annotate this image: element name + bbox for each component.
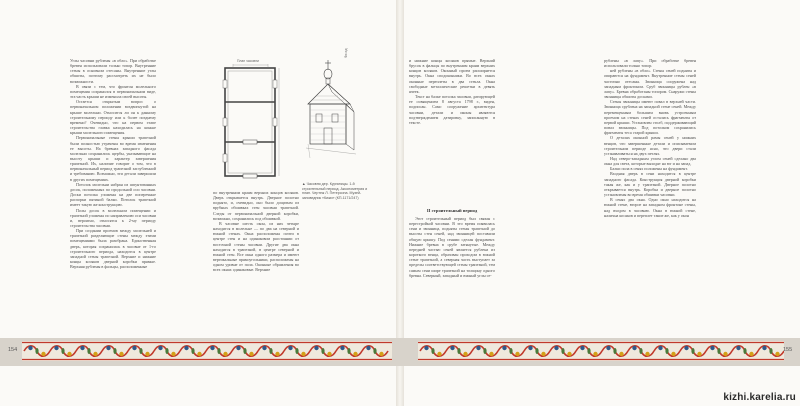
ornament-dot [262,346,266,350]
ornament-dot [67,352,71,356]
ornament-dot [489,352,493,356]
ornament-dot [80,346,84,350]
ornament-dot [632,346,636,350]
ornament-leaf [217,348,220,354]
ornament-dot [366,346,370,350]
ornament-dot [749,352,753,356]
ornament-dot [463,352,467,356]
figure-caption [302,182,374,200]
ornament-dot [437,352,441,356]
ornament-dot [567,352,571,356]
ornament-dot [762,346,766,350]
paragraph: Полы досок в молельном помещении и трапезной уложены по направлению оси часовни и, вероятно, относятся к 2-му периоду строительства часовни. [70,207,156,228]
ornament-dot [223,352,227,356]
ornament-dot [41,352,45,356]
ornament-dot [684,346,688,350]
paragraph: Балки пола в сенях положены на фундамент. [610,166,688,172]
ornament-dot [528,346,532,350]
ornament-dot [658,346,662,350]
ornament-leaf [431,348,434,354]
ornament-dot [106,346,110,350]
ornament-dot [723,352,727,356]
ornament-dot [236,346,240,350]
paragraph: Потолок молельни набран из шпунтованных досок, положенных по продольной оси часовни. Доски потолка уложены на две поперечные распорки пятиной балки. Потолок трапезной имеет такую же конструкцию. [70,181,156,208]
ornament-leaf [639,348,642,354]
paragraph: О деталях оконной рамы сеней у нижних венцов, что завершенные детали и описываемом строительном периоде ясно, что двери стали устанавливаться на двух петлях. [604,135,696,156]
ornament-dot [580,346,584,350]
paragraph: В часовне шесть окон, из них четыре находятся в молельне — по два на северной и южной стенах. Окна расположены почти в центре стен и на одинаковом расстоянии от восточной стены часовни. Другие два окна находятся в трапезной, в центре северной и южной стен. Все окна одного размера и имеют вертикальные прямоугольники, расположены на одном уровне от пола. Оконные обрамления во всех окнах одинаковые. Верхние [213,220,299,273]
ornament-dot [171,352,175,356]
ornament-leaf [35,348,38,354]
ornament-leaf [587,348,590,354]
ornament-leaf [457,348,460,354]
floor-plan-drawing [213,54,295,184]
paragraph: Остается открытым вопрос о первоначальном положении воздвигнутой на крыше молельни. Относится ли он к данному строительному периоду или к более позднему времени? Очевидно, что на первом этапе строительства главка находилась на коньке крыши молельного помещения. [70,99,156,136]
page-number-left: 154 [8,347,18,353]
ornament-dot [710,346,714,350]
paragraph: Над северо-западным углом сеней сделано два окна для света, которые выходят на юг и на запад. [604,155,696,167]
paragraph: Первоначальные стены крыши трапезной были полностью утрачены во время изменения ее высоты. На бревнах западного фасада молельни сохранились щербы, указывающие на высоту крыши и характер завершения трапезной. Их, наличие говорит о том, что в первоначальный период трапезной заглубленной и требованию. Возможно, эти детали завершили в других помещениях. [70,135,156,182]
ornament-leaf [743,348,746,354]
paragraph: рублены «в лапу». При обработке бревен использовали только топор. [604,58,696,69]
ornament-dot [379,352,383,356]
ornament-dot [671,352,675,356]
ornament-leaf [483,348,486,354]
ornament-leaf [139,348,142,354]
ornament-leaf [691,348,694,354]
paragraph: Входная дверь в сени находится в центре западного фасада. Конструкция дверной коробки такая же, как и у трапезной. Дверное полотно открывается внутрь. Коробка и дверное полотно установлены во время обшивки часовни. [604,171,696,198]
paragraph: по внутренним краям верхних концов косяков. Дверь открывается внутрь. Дверное полотно поднято, и, очевидно, оно было дощатым из врубных обшивках стен часовни трапезной. Следы от первоначальной дверной коробки, возможно, сохранились под обшивкой. [213,190,299,221]
paragraph: ней рублены «в обло». Стены сеней подняты и опираются на фундамент. Внутренние стены сеней частично отесаны. Звонница сооружена над западным фронтоном. Сруб звонницы рублен «в лапу». Бревна обработаны топором. Снаружи стены звонницы обшиты досками. [604,68,696,100]
ornament-leaf [613,348,616,354]
ornament-dot [619,352,623,356]
paragraph: Этот строительный период был связан с перестройкой часовни. В это время появилась сени и звонница, подняты стены трапезной до высоты стен сеней, над звонницей поставили общую крышу. Под сенями сделан фундамент. Нижние бревна в срубе затянутые. Между передней частью сеней является рублена из короткого венца, образован проходом в южной стене трапезной, а северная часть выступает за пределы соответствующей стены трапезной, тем самым сени шире трапезной на толщину одного бревна. Северный, западный и южный углы се- [409,216,495,278]
ornament-dot [775,352,779,356]
ornament-dot [353,352,357,356]
ornament-dot [554,346,558,350]
ornament-dot [736,346,740,350]
caption-marker-icon: ▲ [302,182,307,186]
ornament-dot [593,352,597,356]
ornament-dot [197,352,201,356]
ornament-leaf [87,348,90,354]
paragraph: В связи с тем, что фронтон молельного помещения сохранился в первоначальном виде, эта часть крыши не изменила своей высоты. [70,83,156,100]
ornament-leaf [373,348,376,354]
paragraph: Текст на балке потолка часовни, датирующей ее освящением 8 августа 1798 г., виден, подписан. Само сооружение архитектура часовни, детали и иконы являются подтверждением датировку, записанную в тексте. [409,94,495,125]
ornament-leaf [243,348,246,354]
paragraph: Углы часовни рублены «в обло». При обработке бревен использовали только топор. Внутренние стены в основном отесаны. Внутренние углы обшиты, поэтому рассмотреть их не было возможности. [70,58,156,84]
ornament-dot [606,346,610,350]
ornament-leaf [191,348,194,354]
ornament-dot [697,352,701,356]
ornament-dot [288,346,292,350]
ornament-dot [424,346,428,350]
ornament-dot [249,352,253,356]
left-ornament [22,341,392,361]
ornament-leaf [561,348,564,354]
paragraph: В сенях два окна. Одно окно находится на южной стене, второе на западном фронтоне стены, над входом в часовню. Окна в южной стене, налична косяков и переплет такие же, как у окон [604,197,696,218]
ornament-leaf [295,348,298,354]
side-label: Фасад [344,48,348,58]
ornament-dot [515,352,519,356]
ornament-leaf [61,348,64,354]
right-ornament [418,341,784,361]
ornament-leaf [769,348,772,354]
ornament-dot [184,346,188,350]
section-heading: II строительный период [426,208,478,213]
page-number-right: 155 [783,347,793,353]
ornament-dot [119,352,123,356]
ornament-leaf [321,348,324,354]
caption-text: Часовня дер. Курганицы. 1-й строительный период. Аксонометрия и план. Чертеж Л. Петерсона. Музей-заповедник «Кижи» (КП-1171/247) [302,182,368,200]
watermark: kizhi.karelia.ru [723,392,796,403]
ornament-dot [132,346,136,350]
ornament-dot [28,346,32,350]
ornament-dot [275,352,279,356]
ornament-dot [54,346,58,350]
ornament-dot [314,346,318,350]
ornament-leaf [165,348,168,354]
ornament-dot [93,352,97,356]
ornament-leaf [665,348,668,354]
ornament-dot [340,346,344,350]
ornament-dot [502,346,506,350]
ornament-leaf [113,348,116,354]
right-text-column-2 [604,58,696,366]
paragraph: Стены звонницы имеют повал в верхней части. Звонница срублена на западной стене сеней. Между перемещенным большим вновь устроенным проемом на стенах сеней остались фрагменты от первой крыши. Установлен столб, поддерживающий повал звонницы. Под потолком сохранились фрагменты теса старой крыши. [604,99,696,136]
ornament-leaf [535,348,538,354]
ornament-dot [450,346,454,350]
ornament-dot [301,352,305,356]
ornament-dot [645,352,649,356]
ornament-dot [327,352,331,356]
ornament-leaf [509,348,512,354]
ornament-dot [476,346,480,350]
right-text-column-1 [409,216,495,334]
plan-label: План часовни [237,59,259,63]
ornament-leaf [347,348,350,354]
ornament-dot [541,352,545,356]
ornament-dot [210,346,214,350]
ornament-leaf [717,348,720,354]
ornament-leaf [269,348,272,354]
ornament-dot [158,346,162,350]
left-text-column-1 [70,58,156,366]
church-axonometric-drawing [300,58,356,168]
ornament-dot [145,352,149,356]
paragraph: и нижние концы косяков прямые. Верхний брусок в фальцы по внутренним краям верхних концов косяков. Оконный проем расширяется внутрь. Окна сподоконники. Во всех окнах оконные переплеты в два стекла. Окна свободные металлические решетки в девять ячеек. [409,58,495,94]
paragraph: При создании проемов между молельней и трапезной разделяющие стены между этими помещениями была разобрана. Единственная дверь, которая сохранилась в часовне от 1-го строительного периода, находится в центре западной стены трапезной. Верхние и нижние концы косяков дверной коробки прямые. Верхняя рублены в фальцы, расположенные [70,228,156,270]
